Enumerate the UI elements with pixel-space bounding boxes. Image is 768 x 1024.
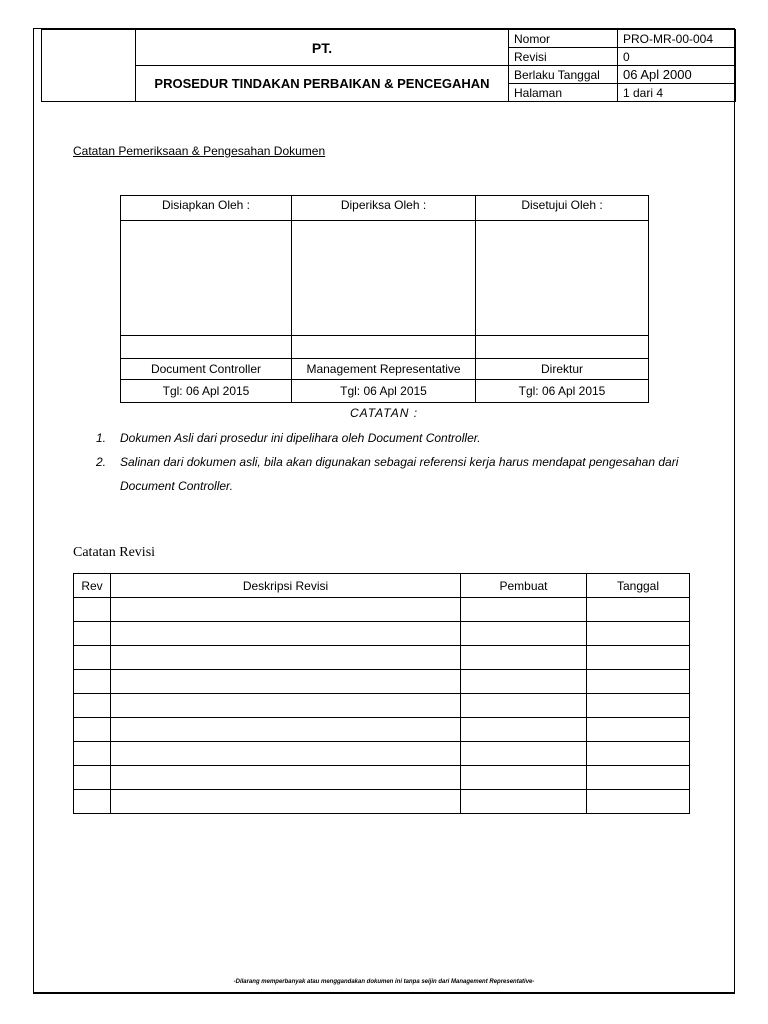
signature-box-approved [476, 221, 649, 336]
meta-value-revisi: 0 [618, 48, 736, 66]
approval-table [120, 195, 649, 403]
signature-box-checked [292, 221, 476, 336]
revision-table [73, 573, 690, 814]
note-text: Dokumen Asli dari prosedur ini dipelihara oleh Document Controller. [120, 431, 481, 445]
table-row [74, 766, 690, 790]
approval-heading-checked: Diperiksa Oleh : [292, 196, 476, 221]
approval-role-prepared: Document Controller [121, 359, 292, 380]
page-border [33, 28, 735, 994]
footer-disclaimer: -Dilarang memperbanyak atau menggandakan dokumen ini tanpa seijin dari Management Representative- [233, 979, 535, 985]
table-row [74, 646, 690, 670]
name-box-approved [476, 336, 649, 359]
table-row [74, 742, 690, 766]
meta-value-berlaku: 06 Apl 2000 [618, 66, 736, 84]
revision-header-date: Tanggal [587, 574, 690, 598]
approval-date-approved: Tgl: 06 Apl 2015 [476, 380, 649, 403]
note-number: 1. [96, 431, 107, 445]
revision-section-title: Catatan Revisi [73, 545, 156, 560]
approval-date-checked: Tgl: 06 Apl 2015 [292, 380, 476, 403]
revision-header-rev: Rev [74, 574, 111, 598]
notes-heading: CATATAN : [349, 406, 419, 420]
table-row [74, 790, 690, 814]
approval-role-checked: Management Representative [292, 359, 476, 380]
note-number: 2. [96, 455, 107, 469]
approval-date-prepared: Tgl: 06 Apl 2015 [121, 380, 292, 403]
meta-label-revisi: Revisi [509, 48, 618, 66]
meta-label-berlaku: Berlaku Tanggal [509, 66, 618, 84]
meta-value-halaman: 1 dari 4 [618, 84, 736, 102]
company-name: PT. [136, 30, 509, 66]
approval-role-approved: Direktur [476, 359, 649, 380]
document-header [41, 29, 736, 102]
approval-heading-approved: Disetujui Oleh : [476, 196, 649, 221]
table-row [74, 694, 690, 718]
name-box-prepared [121, 336, 292, 359]
revision-header-desc: Deskripsi Revisi [111, 574, 461, 598]
note-text: Salinan dari dokumen asli, bila akan digunakan sebagai referensi kerja harus mendapat pengesahan dari Document Controller. [120, 455, 679, 493]
approval-section-title: Catatan Pemeriksaan & Pengesahan Dokumen [73, 144, 326, 158]
name-box-checked [292, 336, 476, 359]
revision-header-by: Pembuat [461, 574, 587, 598]
meta-label-nomor: Nomor [509, 30, 618, 48]
note-item [96, 426, 696, 450]
table-row [74, 670, 690, 694]
note-item [96, 450, 696, 498]
approval-heading-prepared: Disiapkan Oleh : [121, 196, 292, 221]
logo-box [42, 30, 136, 102]
notes-list [96, 426, 696, 498]
document-title: PROSEDUR TINDAKAN PERBAIKAN & PENCEGAHAN [136, 66, 509, 102]
signature-box-prepared [121, 221, 292, 336]
meta-value-nomor: PRO-MR-00-004 [618, 30, 736, 48]
table-row [74, 598, 690, 622]
table-row [74, 718, 690, 742]
table-row [74, 622, 690, 646]
meta-label-halaman: Halaman [509, 84, 618, 102]
